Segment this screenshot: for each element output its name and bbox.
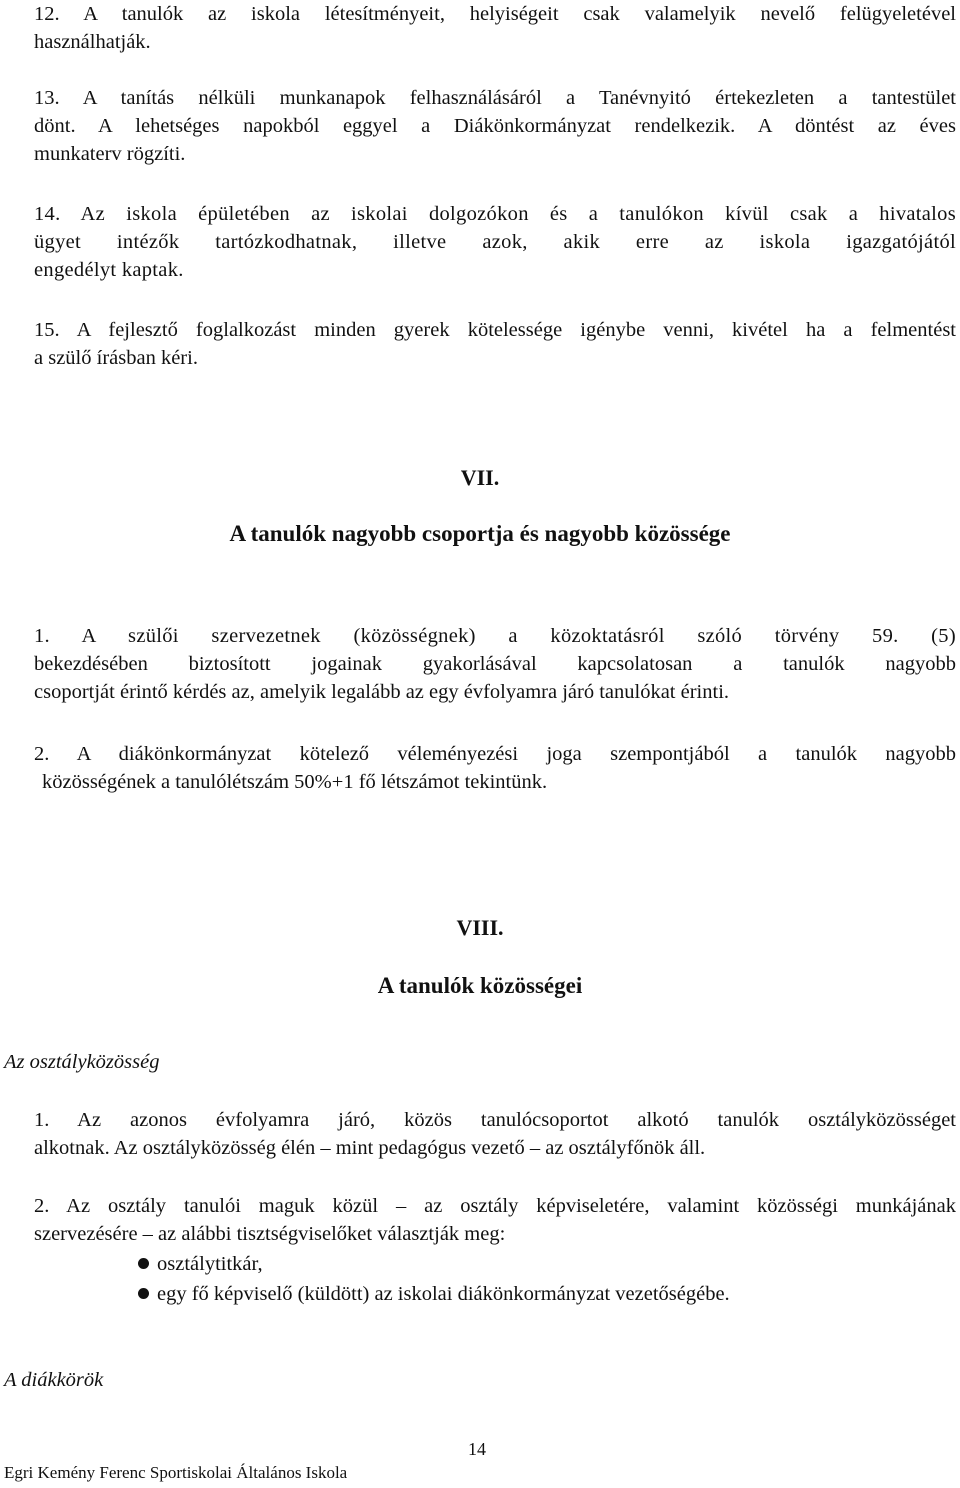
paragraph-line: engedélyt kaptak.: [34, 259, 184, 281]
list-item-text: osztálytitkár,: [157, 1253, 263, 1275]
paragraph-13: [34, 84, 956, 168]
paragraph-15: [34, 316, 956, 372]
section-8-paragraph-1: [34, 1106, 956, 1162]
section-7-paragraph-2: [34, 740, 956, 796]
paragraph-line: 13. A tanítás nélküli munkanapok felhasználásáról a Tanévnyitó értekezleten a tantestület: [34, 87, 956, 109]
subheading-class-community: Az osztályközösség: [4, 1051, 160, 1073]
paragraph-line: 1. Az azonos évfolyamra járó, közös tanulócsoportot alkotó tanulók osztályközösséget: [34, 1109, 956, 1131]
section-8-numeral: VIII.: [456, 915, 504, 940]
page-number: 14: [468, 1439, 486, 1459]
list-item: [138, 1250, 263, 1278]
section-8-paragraph-2: [34, 1192, 956, 1248]
paragraph-line: dönt. A lehetséges napokból eggyel a Diákönkormányzat rendelkezik. A döntést az éves: [34, 115, 956, 137]
paragraph-line: 2. Az osztály tanulói maguk közül – az osztály képviseletére, valamint közösségi munkájának: [34, 1195, 956, 1217]
paragraph-line: bekezdésében biztosított jogainak gyakorlásával kapcsolatosan a tanulók nagyobb: [34, 653, 956, 675]
bullet-icon: [138, 1258, 149, 1269]
paragraph-14: [34, 200, 956, 284]
paragraph-line: a szülő írásban kéri.: [34, 347, 198, 369]
paragraph-line: szervezésére – az alábbi tisztségviselőket választják meg:: [34, 1223, 506, 1245]
paragraph-12: [34, 0, 956, 56]
section-8-title: A tanulók közösségei: [377, 973, 583, 998]
paragraph-line: munkaterv rögzíti.: [34, 143, 186, 165]
bullet-icon: [138, 1288, 149, 1299]
footer-school-name: Egri Kemény Ferenc Sportiskolai Általános Iskola: [4, 1463, 348, 1482]
paragraph-line: ügyet intézők tartózkodhatnak, illetve azok, akik erre az iskola igazgatójától: [34, 231, 956, 253]
section-7-title: A tanulók nagyobb csoportja és nagyobb közössége: [229, 521, 731, 546]
paragraph-line: 15. A fejlesztő foglalkozást minden gyerek kötelessége igénybe venni, kivétel ha a felmentést: [34, 319, 956, 341]
paragraph-line: alkotnak. Az osztályközösség élén – mint pedagógus vezető – az osztályfőnök áll.: [34, 1137, 706, 1159]
paragraph-line: 2. A diákönkormányzat kötelező véleményezési joga szempontjából a tanulók nagyobb: [34, 743, 956, 765]
paragraph-line: csoportját érintő kérdés az, amelyik legalább az egy évfolyamra járó tanulókat érinti.: [34, 681, 730, 703]
paragraph-line: 12. A tanulók az iskola létesítményeit, helyiségeit csak valamelyik nevelő felügyeletével: [34, 3, 956, 25]
paragraph-line: közösségének a tanulólétszám 50%+1 fő létszámot tekintünk.: [42, 771, 548, 793]
list-item: [138, 1280, 730, 1308]
list-item-text: egy fő képviselő (küldött) az iskolai diákönkormányzat vezetőségébe.: [157, 1283, 730, 1305]
subheading-student-circles: A diákkörök: [4, 1369, 104, 1391]
paragraph-line: 1. A szülői szervezetnek (közösségnek) a közoktatásról szóló törvény 59. (5): [34, 625, 956, 647]
paragraph-line: 14. Az iskola épületében az iskolai dolgozókon és a tanulókon kívül csak a hivatalos: [34, 203, 956, 225]
paragraph-line: használhatják.: [34, 31, 151, 53]
section-7-numeral: VII.: [460, 465, 500, 490]
section-7-paragraph-1: [34, 622, 956, 706]
